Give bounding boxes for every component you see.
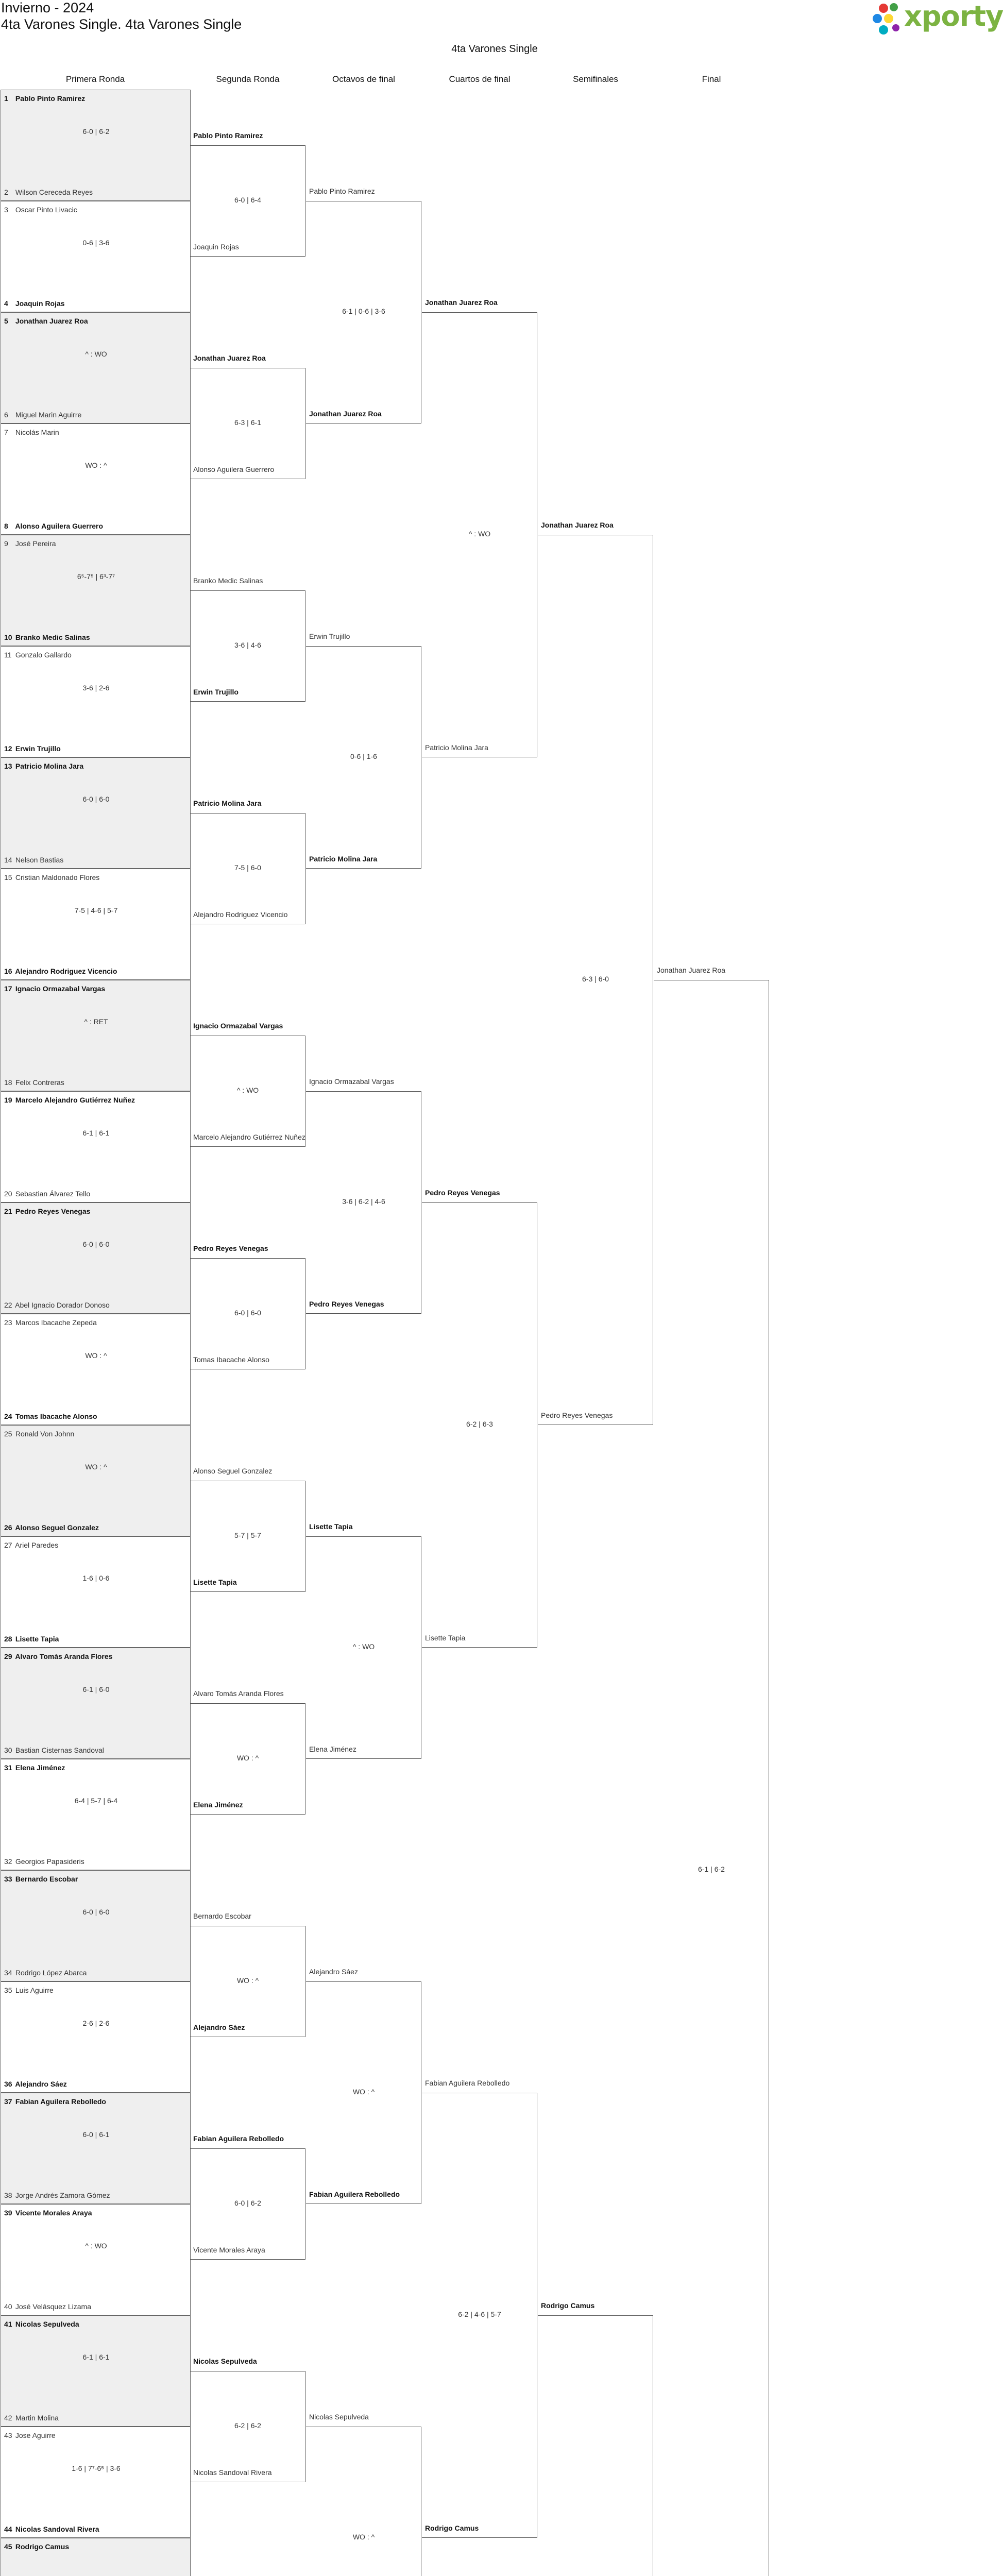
match-score: 6-0 | 6-4 [234, 196, 261, 204]
player-entry[interactable] [4, 2320, 187, 2328]
player-entry[interactable] [4, 2302, 187, 2311]
player-entry[interactable] [4, 1190, 187, 1198]
player-name: Fabian Aguilera Rebolledo [13, 2097, 106, 2106]
player-name: Bernardo Escobar [13, 1875, 78, 1883]
match-score: WO : ^ [236, 1754, 259, 1762]
player-name: Ronald Von Johnn [13, 1430, 75, 1438]
player-name: Patricio Molina Jara [13, 762, 84, 770]
seed-number: 16 [4, 967, 12, 975]
player-entry[interactable] [4, 1635, 187, 1643]
player-entry[interactable] [4, 411, 187, 419]
round-header-segunda: Segunda Ronda [216, 74, 280, 84]
match-r1[interactable] [1, 2538, 191, 2576]
match-r1[interactable] [1, 1648, 191, 1759]
seed-number: 35 [4, 1986, 12, 1994]
seed-number: 34 [4, 1969, 12, 1977]
player-name: Pedro Reyes Venegas [13, 1207, 91, 1215]
player-name: Nicolás Marin [13, 428, 59, 436]
match-score: WO : ^ [236, 1976, 259, 1985]
seed-number: 13 [4, 762, 12, 770]
player-entry[interactable] [4, 94, 187, 103]
match-r1[interactable] [1, 1870, 191, 1981]
match-r1[interactable] [1, 423, 191, 535]
player-name: Pablo Pinto Ramirez [13, 94, 86, 103]
player-name[interactable]: Nicolas Sepulveda [193, 2357, 257, 2365]
match-score: 6-3 | 6-1 [234, 418, 261, 427]
player-entry[interactable] [4, 1857, 187, 1866]
seed-number: 19 [4, 1096, 12, 1104]
player-name: Nelson Bastias [13, 856, 64, 864]
match-score: WO : ^ [85, 1463, 107, 1471]
round-header-cuartos: Cuartos de final [449, 74, 511, 84]
match-r1[interactable] [1, 1314, 191, 1425]
match-r1[interactable] [1, 646, 191, 757]
player-name[interactable]: Fabian Aguilera Rebolledo [425, 2079, 510, 2087]
player-name: Sebastian Álvarez Tello [13, 1190, 91, 1198]
round-header-primera: Primera Ronda [65, 74, 125, 84]
match-r1[interactable] [1, 1425, 191, 1536]
logo-text: xporty [904, 0, 1003, 32]
player-name: Cristian Maldonado Flores [13, 873, 100, 882]
seed-number: 30 [4, 1746, 12, 1754]
player-name[interactable]: Pablo Pinto Ramirez [193, 131, 263, 140]
player-entry[interactable] [4, 762, 187, 770]
player-entry[interactable] [4, 873, 187, 882]
match-score: 7-5 | 6-0 [234, 863, 261, 872]
match-score: 6-0 | 6-0 [82, 1240, 110, 1248]
player-name[interactable]: Pedro Reyes Venegas [309, 1300, 384, 1308]
player-name[interactable]: Alonso Seguel Gonzalez [193, 1467, 273, 1475]
match-score: WO : ^ [352, 2088, 375, 2096]
player-entry[interactable] [4, 2543, 187, 2551]
player-entry[interactable] [4, 2414, 187, 2422]
match-score: 0-6 | 1-6 [350, 752, 377, 760]
player-name[interactable]: Jonathan Juarez Roa [309, 410, 382, 418]
player-name: Martin Molina [13, 2414, 59, 2422]
player-entry[interactable] [4, 1523, 187, 1532]
player-name[interactable]: Erwin Trujillo [193, 688, 239, 696]
seed-number: 8 [4, 522, 8, 530]
match-score: ^ : RET [84, 1018, 108, 1026]
player-name[interactable]: Lisette Tapia [425, 1634, 466, 1642]
player-entry[interactable] [4, 1412, 187, 1420]
player-entry[interactable] [4, 633, 187, 641]
player-name: Bastian Cisternas Sandoval [13, 1746, 104, 1754]
seed-number: 20 [4, 1190, 12, 1198]
player-name: Gonzalo Gallardo [13, 651, 72, 659]
player-name[interactable]: Joaquin Rojas [193, 243, 239, 251]
player-name: Branko Medic Salinas [13, 633, 90, 641]
player-name: Oscar Pinto Livacic [13, 206, 77, 214]
seed-number: 21 [4, 1207, 12, 1215]
player-name[interactable]: Alonso Aguilera Guerrero [193, 465, 275, 473]
draw-title: 4ta Varones Single [451, 43, 538, 55]
seed-number: 38 [4, 2191, 12, 2199]
seed-number: 40 [4, 2302, 12, 2311]
player-name: Alonso Aguilera Guerrero [13, 522, 103, 530]
seed-number: 6 [4, 411, 8, 419]
player-name: Rodrigo Camus [13, 2543, 70, 2551]
match-score: 1-6 | 0-6 [82, 1574, 110, 1582]
match-score: 3-6 | 6-2 | 4-6 [342, 1197, 385, 1206]
player-name: Joaquin Rojas [13, 299, 65, 308]
player-name: José Pereira [13, 539, 56, 548]
player-entry[interactable] [4, 539, 187, 548]
player-entry[interactable] [4, 1301, 187, 1309]
player-entry[interactable] [4, 1652, 187, 1660]
seed-number: 28 [4, 1635, 12, 1643]
player-name: Vicente Morales Araya [13, 2209, 92, 2217]
player-entry[interactable] [4, 2191, 187, 2199]
seed-number: 10 [4, 633, 12, 641]
player-name[interactable]: Pedro Reyes Venegas [425, 1189, 500, 1197]
match-round5-bracket[interactable] [538, 2315, 653, 2576]
seed-number: 39 [4, 2209, 12, 2217]
match-score: 6-4 | 5-7 | 6-4 [74, 1797, 118, 1805]
player-entry[interactable] [4, 2525, 187, 2533]
player-entry[interactable] [4, 1096, 187, 1104]
player-name[interactable]: Rodrigo Camus [541, 2301, 595, 2310]
match-score: WO : ^ [85, 461, 107, 469]
seed-number: 22 [4, 1301, 12, 1309]
player-entry[interactable] [4, 1078, 187, 1087]
match-score: 6⁵-7⁵ | 6³-7⁷ [77, 572, 115, 581]
player-name[interactable]: Alejandro Sáez [193, 2023, 245, 2031]
player-name[interactable]: Ignacio Ormazabal Vargas [193, 1022, 283, 1030]
player-name[interactable]: Erwin Trujillo [309, 632, 350, 640]
player-name[interactable]: Patricio Molina Jara [193, 799, 262, 807]
match-score: 0-6 | 3-6 [82, 239, 110, 247]
player-entry[interactable] [4, 428, 187, 436]
match-score: 6-2 | 4-6 | 5-7 [458, 2310, 501, 2318]
player-name: Elena Jiménez [13, 1764, 65, 1772]
player-name[interactable]: Lisette Tapia [193, 1578, 237, 1586]
player-entry[interactable] [4, 522, 187, 530]
player-name: Ariel Paredes [13, 1541, 59, 1549]
player-entry[interactable] [4, 2209, 187, 2217]
player-name: Marcelo Alejandro Gutiérrez Nuñez [13, 1096, 135, 1104]
match-score: ^ : WO [85, 2242, 107, 2250]
match-score: 6-1 | 6-2 [698, 1865, 725, 1873]
player-name: Tomas Ibacache Alonso [13, 1412, 97, 1420]
player-entry[interactable] [4, 985, 187, 993]
match-score: 6-1 | 6-1 [82, 1129, 110, 1137]
match-score: 2-6 | 2-6 [82, 2019, 110, 2027]
match-r1[interactable] [1, 1202, 191, 1314]
seed-number: 41 [4, 2320, 12, 2328]
seed-number: 37 [4, 2097, 12, 2106]
match-score: 6-0 | 6-1 [82, 2130, 110, 2139]
seed-number: 27 [4, 1541, 12, 1549]
round-header-semifinales: Semifinales [573, 74, 618, 84]
player-entry[interactable] [4, 188, 187, 196]
player-name: Miguel Marin Aguirre [13, 411, 82, 419]
match-r1[interactable] [1, 2315, 191, 2427]
seed-number: 14 [4, 856, 12, 864]
match-r1[interactable] [1, 90, 191, 201]
player-name: José Velásquez Lizama [13, 2302, 91, 2311]
seed-number: 26 [4, 1523, 12, 1532]
match-score: ^ : WO [236, 1086, 259, 1094]
match-score: ^ : WO [85, 350, 107, 358]
seed-number: 29 [4, 1652, 12, 1660]
player-entry[interactable] [4, 1875, 187, 1883]
match-score: 3-6 | 4-6 [234, 641, 261, 649]
player-entry[interactable] [4, 1541, 187, 1549]
match-r1[interactable] [1, 1759, 191, 1870]
player-name[interactable]: Jonathan Juarez Roa [425, 298, 498, 307]
seed-number: 5 [4, 317, 8, 325]
match-score: 6-2 | 6-3 [466, 1420, 493, 1428]
player-name[interactable]: Jonathan Juarez Roa [657, 966, 726, 974]
match-score: 6-2 | 6-2 [234, 2421, 261, 2430]
seed-number: 3 [4, 206, 8, 214]
seed-number: 42 [4, 2414, 12, 2422]
player-name[interactable]: Fabian Aguilera Rebolledo [193, 2134, 284, 2143]
player-name[interactable]: Patricio Molina Jara [309, 855, 378, 863]
seed-number: 24 [4, 1412, 12, 1420]
match-r1[interactable] [1, 869, 191, 980]
player-entry[interactable] [4, 744, 187, 753]
player-name[interactable]: Nicolas Sepulveda [309, 2413, 369, 2421]
player-name[interactable]: Pablo Pinto Ramirez [309, 187, 375, 195]
match-r1[interactable] [1, 757, 191, 869]
round-header-final: Final [702, 74, 721, 84]
player-name[interactable]: Lisette Tapia [309, 1522, 353, 1531]
match-round3-bracket[interactable] [306, 2427, 421, 2576]
player-name: Luis Aguirre [13, 1986, 54, 1994]
player-entry[interactable] [4, 1430, 187, 1438]
match-score: 6-0 | 6-0 [234, 1309, 261, 1317]
match-r1[interactable] [1, 1981, 191, 2093]
match-score: 5-7 | 5-7 [234, 1531, 261, 1539]
match-round6-bracket[interactable] [654, 980, 769, 2576]
page-title: Invierno - 2024 [1, 0, 94, 15]
player-name[interactable]: Alvaro Tomás Aranda Flores [193, 1689, 284, 1698]
seed-number: 32 [4, 1857, 12, 1866]
match-score: WO : ^ [352, 2533, 375, 2541]
player-name[interactable]: Elena Jiménez [193, 1801, 243, 1809]
seed-number: 45 [4, 2543, 12, 2551]
round-header-octavos: Octavos de final [332, 74, 395, 84]
player-entry[interactable] [4, 2080, 187, 2088]
player-name: Erwin Trujillo [13, 744, 61, 753]
player-name[interactable]: Pedro Reyes Venegas [193, 1244, 268, 1252]
player-name: Nicolas Sepulveda [13, 2320, 79, 2328]
player-entry[interactable] [4, 1764, 187, 1772]
match-score: 6-1 | 6-1 [82, 2353, 110, 2361]
match-r1[interactable] [1, 2204, 191, 2315]
player-entry[interactable] [4, 967, 187, 975]
player-entry[interactable] [4, 299, 187, 308]
seed-number: 12 [4, 744, 12, 753]
player-name: Jose Aguirre [13, 2431, 56, 2439]
player-name: Georgios Papasideris [13, 1857, 84, 1866]
seed-number: 44 [4, 2525, 12, 2533]
seed-number: 15 [4, 873, 12, 882]
player-name[interactable]: Jonathan Juarez Roa [193, 354, 266, 362]
seed-number: 9 [4, 539, 8, 548]
player-entry[interactable] [4, 1969, 187, 1977]
player-name[interactable]: Patricio Molina Jara [425, 743, 488, 752]
player-entry[interactable] [4, 651, 187, 659]
player-name: Alvaro Tomás Aranda Flores [13, 1652, 113, 1660]
match-r1[interactable] [1, 2427, 191, 2538]
player-name: Jonathan Juarez Roa [13, 317, 88, 325]
match-r1[interactable] [1, 980, 191, 1091]
player-entry[interactable] [4, 317, 187, 325]
player-name[interactable]: Fabian Aguilera Rebolledo [309, 2190, 400, 2198]
seed-number: 1 [4, 94, 8, 103]
match-score: 6-0 | 6-0 [82, 1908, 110, 1916]
player-name[interactable]: Nicolas Sandoval Rivera [193, 2468, 272, 2477]
match-r1[interactable] [1, 1536, 191, 1648]
player-name[interactable]: Marcelo Alejandro Gutiérrez Nuñez [193, 1133, 305, 1141]
player-entry[interactable] [4, 1986, 187, 1994]
match-score: 3-6 | 2-6 [82, 684, 110, 692]
match-score: ^ : WO [468, 530, 491, 538]
player-entry[interactable] [4, 856, 187, 864]
player-name: Lisette Tapia [13, 1635, 59, 1643]
player-entry[interactable] [4, 206, 187, 214]
player-name: Ignacio Ormazabal Vargas [13, 985, 106, 993]
match-r1[interactable] [1, 201, 191, 312]
player-name: Wilson Cereceda Reyes [13, 188, 93, 196]
match-r1[interactable] [1, 2093, 191, 2204]
seed-number: 23 [4, 1318, 12, 1327]
player-name[interactable]: Jonathan Juarez Roa [541, 521, 614, 529]
match-r1[interactable] [1, 535, 191, 646]
match-score: ^ : WO [352, 1642, 375, 1651]
player-name[interactable]: Pedro Reyes Venegas [541, 1411, 613, 1419]
player-name: Marcos Ibacache Zepeda [13, 1318, 97, 1327]
player-name[interactable]: Elena Jiménez [309, 1745, 356, 1753]
player-name: Alejandro Rodriguez Vicencio [13, 967, 117, 975]
player-name: Alejandro Sáez [13, 2080, 67, 2088]
player-name[interactable]: Ignacio Ormazabal Vargas [309, 1077, 394, 1086]
seed-number: 18 [4, 1078, 12, 1087]
player-entry[interactable] [4, 1318, 187, 1327]
player-name[interactable]: Rodrigo Camus [425, 2524, 479, 2532]
player-name[interactable]: Branko Medic Salinas [193, 577, 263, 585]
player-entry[interactable] [4, 2431, 187, 2439]
player-name[interactable]: Alejandro Rodriguez Vicencio [193, 910, 288, 919]
player-name[interactable]: Bernardo Escobar [193, 1912, 251, 1920]
seed-number: 31 [4, 1764, 12, 1772]
player-name: Nicolas Sandoval Rivera [13, 2525, 99, 2533]
player-name: Felix Contreras [13, 1078, 64, 1087]
seed-number: 33 [4, 1875, 12, 1883]
match-score: 6-0 | 6-2 [234, 2199, 261, 2207]
player-name: Jorge Andrés Zamora Gómez [13, 2191, 110, 2199]
player-name: Rodrigo López Abarca [13, 1969, 87, 1977]
player-name[interactable]: Vicente Morales Araya [193, 2246, 265, 2254]
page-subtitle: 4ta Varones Single. 4ta Varones Single [1, 16, 242, 32]
match-r1[interactable] [1, 1091, 191, 1202]
seed-number: 43 [4, 2431, 12, 2439]
match-score: 1-6 | 7⁷-6⁵ | 3-6 [72, 2464, 121, 2472]
player-name: Alonso Seguel Gonzalez [13, 1523, 99, 1532]
seed-number: 7 [4, 428, 8, 436]
match-score: WO : ^ [85, 1351, 107, 1360]
player-entry[interactable] [4, 2097, 187, 2106]
seed-number: 11 [4, 651, 12, 659]
match-score: 7-5 | 4-6 | 5-7 [74, 906, 118, 914]
match-r1[interactable] [1, 312, 191, 423]
match-score: 6-3 | 6-0 [582, 975, 609, 983]
player-name: Abel Ignacio Dorador Donoso [13, 1301, 110, 1309]
player-entry[interactable] [4, 1746, 187, 1754]
match-score: 6-0 | 6-2 [82, 127, 110, 135]
player-name[interactable]: Tomas Ibacache Alonso [193, 1355, 269, 1364]
seed-number: 36 [4, 2080, 12, 2088]
match-score: 6-1 | 0-6 | 3-6 [342, 307, 385, 315]
match-score: 6-0 | 6-0 [82, 795, 110, 803]
player-name[interactable]: Alejandro Sáez [309, 1968, 358, 1976]
seed-number: 25 [4, 1430, 12, 1438]
seed-number: 17 [4, 985, 12, 993]
match-score: 6-1 | 6-0 [82, 1685, 110, 1693]
seed-number: 2 [4, 188, 8, 196]
player-entry[interactable] [4, 1207, 187, 1215]
seed-number: 4 [4, 299, 8, 308]
